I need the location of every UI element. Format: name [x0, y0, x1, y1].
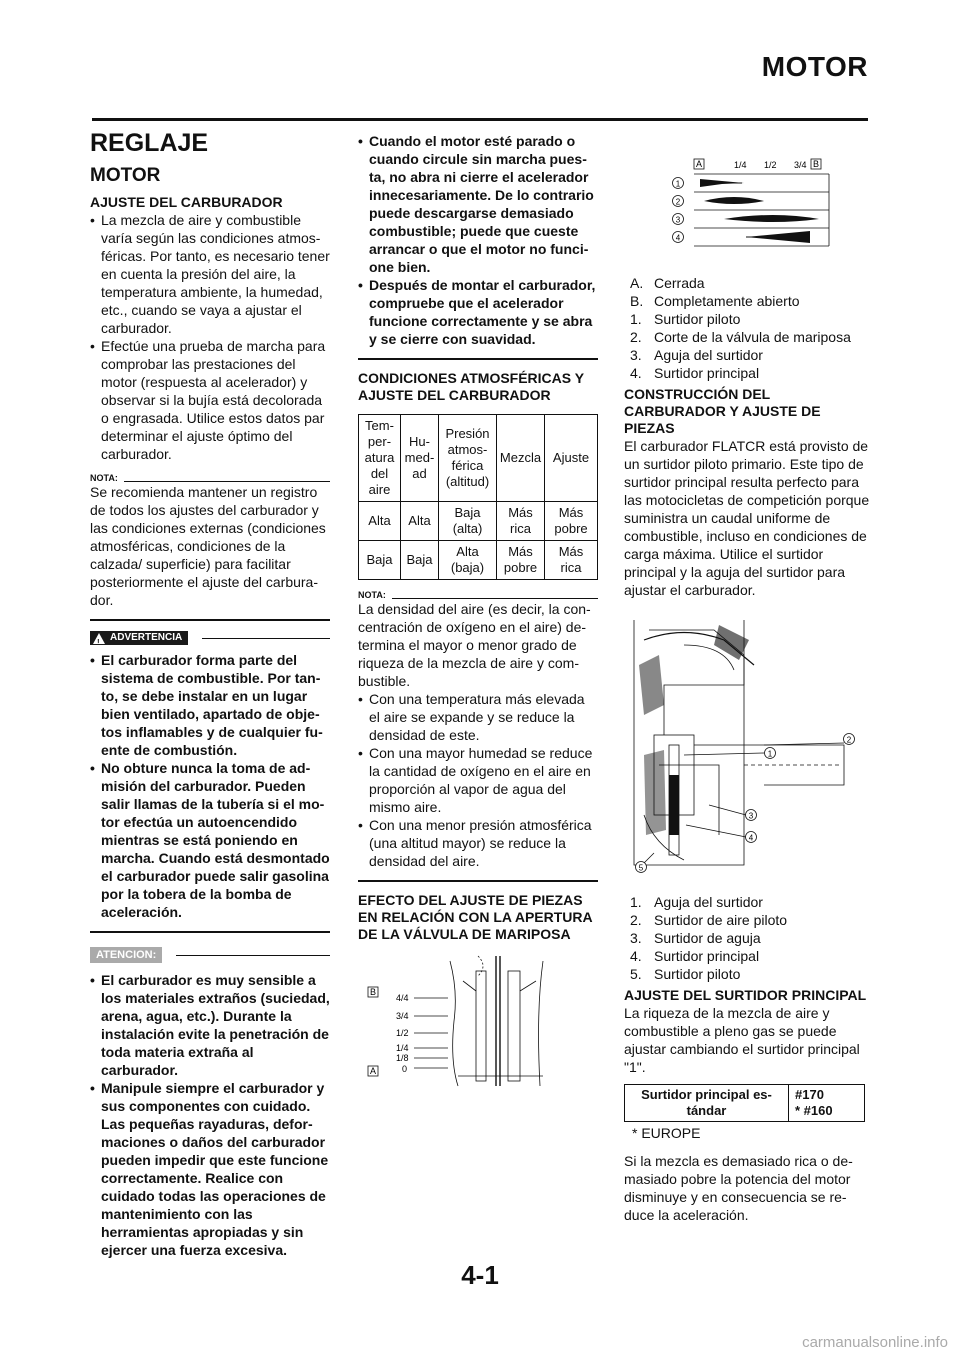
table-cell: Baja [359, 541, 401, 580]
table-header-cell: Presión atmosférica (altitud) [439, 415, 497, 502]
warning-list [90, 651, 330, 921]
diagram-legend [624, 274, 870, 382]
caution-label: ATENCION: [90, 947, 330, 963]
list-item: • No obture nunca la toma de admisión del carburador. Pueden salir llamas de la tubería si el motor efectúa un autoencendido mientras se está poniendo en marcha. Cuando está desmontado el carburador puede salir gasolina por la tobera de la bomba de aceleración. [90, 759, 330, 921]
callout-3: 3 [675, 215, 681, 225]
main-jet-table [624, 1084, 865, 1122]
jet-effect-chart-diagram [624, 150, 870, 260]
note-bullet-list [358, 690, 598, 870]
watermark: carmanualsonline.info [802, 1334, 948, 1351]
divider [90, 619, 330, 621]
conditions-table [358, 414, 598, 580]
list-item: • Con una menor presión atmosférica (una altitud mayor) se reduce la densidad del aire. [358, 816, 598, 870]
note-text: La densidad del aire (es decir, la concentración de oxígeno en el aire) determina el mayor o menor grado de riqueza de la mezcla de aire y combustible. [358, 601, 591, 689]
list-item: • Efectúe una prueba de marcha para comprobar las prestaciones del motor (respuesta al acelerador) y observar si la bujía está decolorada o engrasada. Utilice estos datos par determinar el ajuste óptimo del carburador. [90, 337, 330, 463]
table-cell: Más pobre [545, 502, 598, 541]
callout-4: 4 [748, 833, 754, 843]
list-item: 1. Surtidor piloto [630, 311, 741, 327]
table-cell: Más pobre [497, 541, 545, 580]
table-row [359, 541, 598, 580]
list-item: • Con una mayor humedad se reduce la cantidad de oxígeno en el aire en proporción al vapor de agua del mismo aire. [358, 744, 598, 816]
tick-label: 1/2 [396, 1028, 409, 1038]
section-title: REGLAJE [90, 129, 209, 157]
tick-label: 1/2 [764, 160, 777, 170]
list-item: 2. Surtidor de aire piloto [630, 912, 788, 928]
list-item: B. Completamente abierto [630, 293, 800, 309]
callout-5: 5 [638, 863, 644, 873]
paragraph: El carburador FLATCR está provisto de un surtidor piloto primario. Este tipo de surtidor principal resulta perfecto para las motocicletas de competición porque suministra un caudal uniforme de combustible, incluso en condiciones de carga máxima. Utilice el surtidor principal y la aguja del surtidor para ajustar el carburador. [624, 438, 870, 598]
warning-icon [93, 633, 105, 644]
carburetor-legend [624, 893, 870, 983]
tick-label: 1/4 [734, 160, 747, 170]
list-item: • Manipule siempre el carburador y sus componentes con cuidado. Las pequeñas rayaduras, deformaciones o daños del carburador pueden impedir que este funcione correctamente. Realice con cuidado todas las operaciones de mantenimiento con las herramientas apropiadas y sin ejercer una fuerza excesiva. [90, 1079, 330, 1259]
tick-label: 1/4 [396, 1043, 409, 1053]
fig-label-b: B [369, 987, 377, 997]
heading-ajuste-carburador: AJUSTE DEL CARBURADOR [90, 194, 283, 210]
tick-label: 3/4 [794, 160, 807, 170]
callout-3: 3 [748, 811, 754, 821]
carburetor-diagram [624, 615, 864, 877]
list-item: • El carburador forma parte del sistema de combustible. Por tanto, se debe instalar en un lugar bien ventilado, apartado de objetos inflamables y de cualquier fuente de combustión. [90, 651, 330, 759]
table-row [625, 1085, 865, 1122]
table-cell: Surtidor principal estándar [625, 1085, 789, 1122]
list-item: • Después de montar el carburador, compruebe que el acelerador funcione correctamente y se abra y se cierre con suavidad. [358, 276, 598, 348]
table-header-cell: Mezcla [497, 415, 545, 502]
tick-label: 3/4 [396, 1011, 409, 1021]
section-subtitle: MOTOR [90, 165, 161, 186]
list-item: 4. Surtidor principal [630, 948, 760, 964]
callout-2: 2 [675, 197, 681, 207]
table-header-cell: Ajuste [545, 415, 598, 502]
heading-condiciones: CONDICIONES ATMOSFÉRICAS Y AJUSTE DEL CARBURADOR [358, 370, 584, 403]
table-cell: Baja [401, 541, 439, 580]
divider [90, 931, 330, 933]
fig-label-a: A [695, 159, 703, 169]
column-1 [90, 128, 330, 1259]
note-label: NOTA: [90, 473, 330, 483]
header-rule [92, 118, 868, 121]
page-header-title: MOTOR [761, 51, 868, 82]
table-cell: #170 * #160 [789, 1085, 865, 1122]
footnote: * EUROPE [632, 1125, 701, 1141]
column-3 [624, 150, 870, 1224]
callout-1: 1 [675, 179, 681, 189]
warning-label: ! ADVERTENCIA [90, 631, 330, 645]
tick-label: 1/8 [396, 1053, 409, 1063]
table-cell: Alta [359, 502, 401, 541]
divider [358, 880, 598, 882]
bullet-list-1 [90, 211, 330, 463]
note-text: Se recomienda mantener un registro de todos los ajustes del carburador y las condiciones externas (condiciones atmosféricas, condiciones de la calzada/ superficie) para facilitar posteriormente el ajuste del carburador. [90, 484, 326, 608]
callout-2: 2 [846, 735, 852, 745]
heading-ajuste-surtidor: AJUSTE DEL SURTIDOR PRINCIPAL [624, 987, 867, 1003]
divider [358, 358, 598, 360]
table-cell: Más rica [545, 541, 598, 580]
list-item: 4. Surtidor principal [630, 365, 760, 381]
list-item: • Con una temperatura más elevada el aire se expande y se reduce la densidad de este. [358, 690, 598, 744]
table-cell: Baja (alta) [439, 502, 497, 541]
tick-label: 4/4 [396, 993, 409, 1003]
paragraph: La riqueza de la mezcla de aire y combustible a pleno gas se puede ajustar cambiando el surtidor principal "1". [624, 1005, 860, 1075]
list-item: • El carburador es muy sensible a los materiales extraños (suciedad, arena, agua, etc.). Durante la instalación evite la penetración de toda materia extraña al carburador. [90, 971, 330, 1079]
table-row [359, 502, 598, 541]
list-item: • La mezcla de aire y combustible varía según las condiciones atmosféricas. Por tanto, es necesario tener en cuenta la presión del aire, la temperatura ambiente, la humedad, etc., cuando se vaya a ajustar el carburador. [90, 211, 330, 337]
warning-list-continued [358, 132, 598, 348]
list-item: 2. Corte de la válvula de mariposa [630, 329, 851, 345]
list-item: A. Cerrada [630, 275, 705, 291]
fig-label-b: B [812, 159, 820, 169]
callout-4: 4 [675, 233, 681, 243]
table-header-cell: Humedad [401, 415, 439, 502]
list-item: • Cuando el motor esté parado o cuando circule sin marcha puesta, no abra ni cierre el acelerador innecesariamente. De lo contrario puede descargarse demasiado combustible; puede que cueste arrancar o que el motor no funcione bien. [358, 132, 598, 276]
heading-efecto: EFECTO DEL AJUSTE DE PIEZAS EN RELACIÓN CON LA APERTURA DE LA VÁLVULA DE MARIPOSA [358, 892, 593, 942]
fig-label-a: A [369, 1066, 377, 1076]
table-header-cell: Temperatura del aire [359, 415, 401, 502]
caution-list [90, 971, 330, 1259]
table-cell: Alta (baja) [439, 541, 497, 580]
callout-1: 1 [767, 749, 773, 759]
note-label: NOTA: [358, 590, 598, 600]
table-cell: Más rica [497, 502, 545, 541]
page-number: 4-1 [461, 1260, 499, 1290]
heading-construccion: CONSTRUCCIÓN DEL CARBURADOR Y AJUSTE DE PIEZAS [624, 386, 821, 436]
list-item: 3. Surtidor de aguja [630, 930, 761, 946]
tick-label: 0 [402, 1064, 408, 1074]
table-cell: Alta [401, 502, 439, 541]
column-2 [358, 132, 598, 1095]
table-header-row [359, 415, 598, 502]
throttle-opening-diagram [358, 951, 598, 1091]
paragraph: Si la mezcla es demasiado rica o demasiado pobre la potencia del motor disminuye y en consecuencia se reduce la aceleración. [624, 1153, 853, 1223]
list-item: 3. Aguja del surtidor [630, 347, 763, 363]
list-item: 1. Aguja del surtidor [630, 894, 763, 910]
list-item: 5. Surtidor piloto [630, 966, 741, 982]
